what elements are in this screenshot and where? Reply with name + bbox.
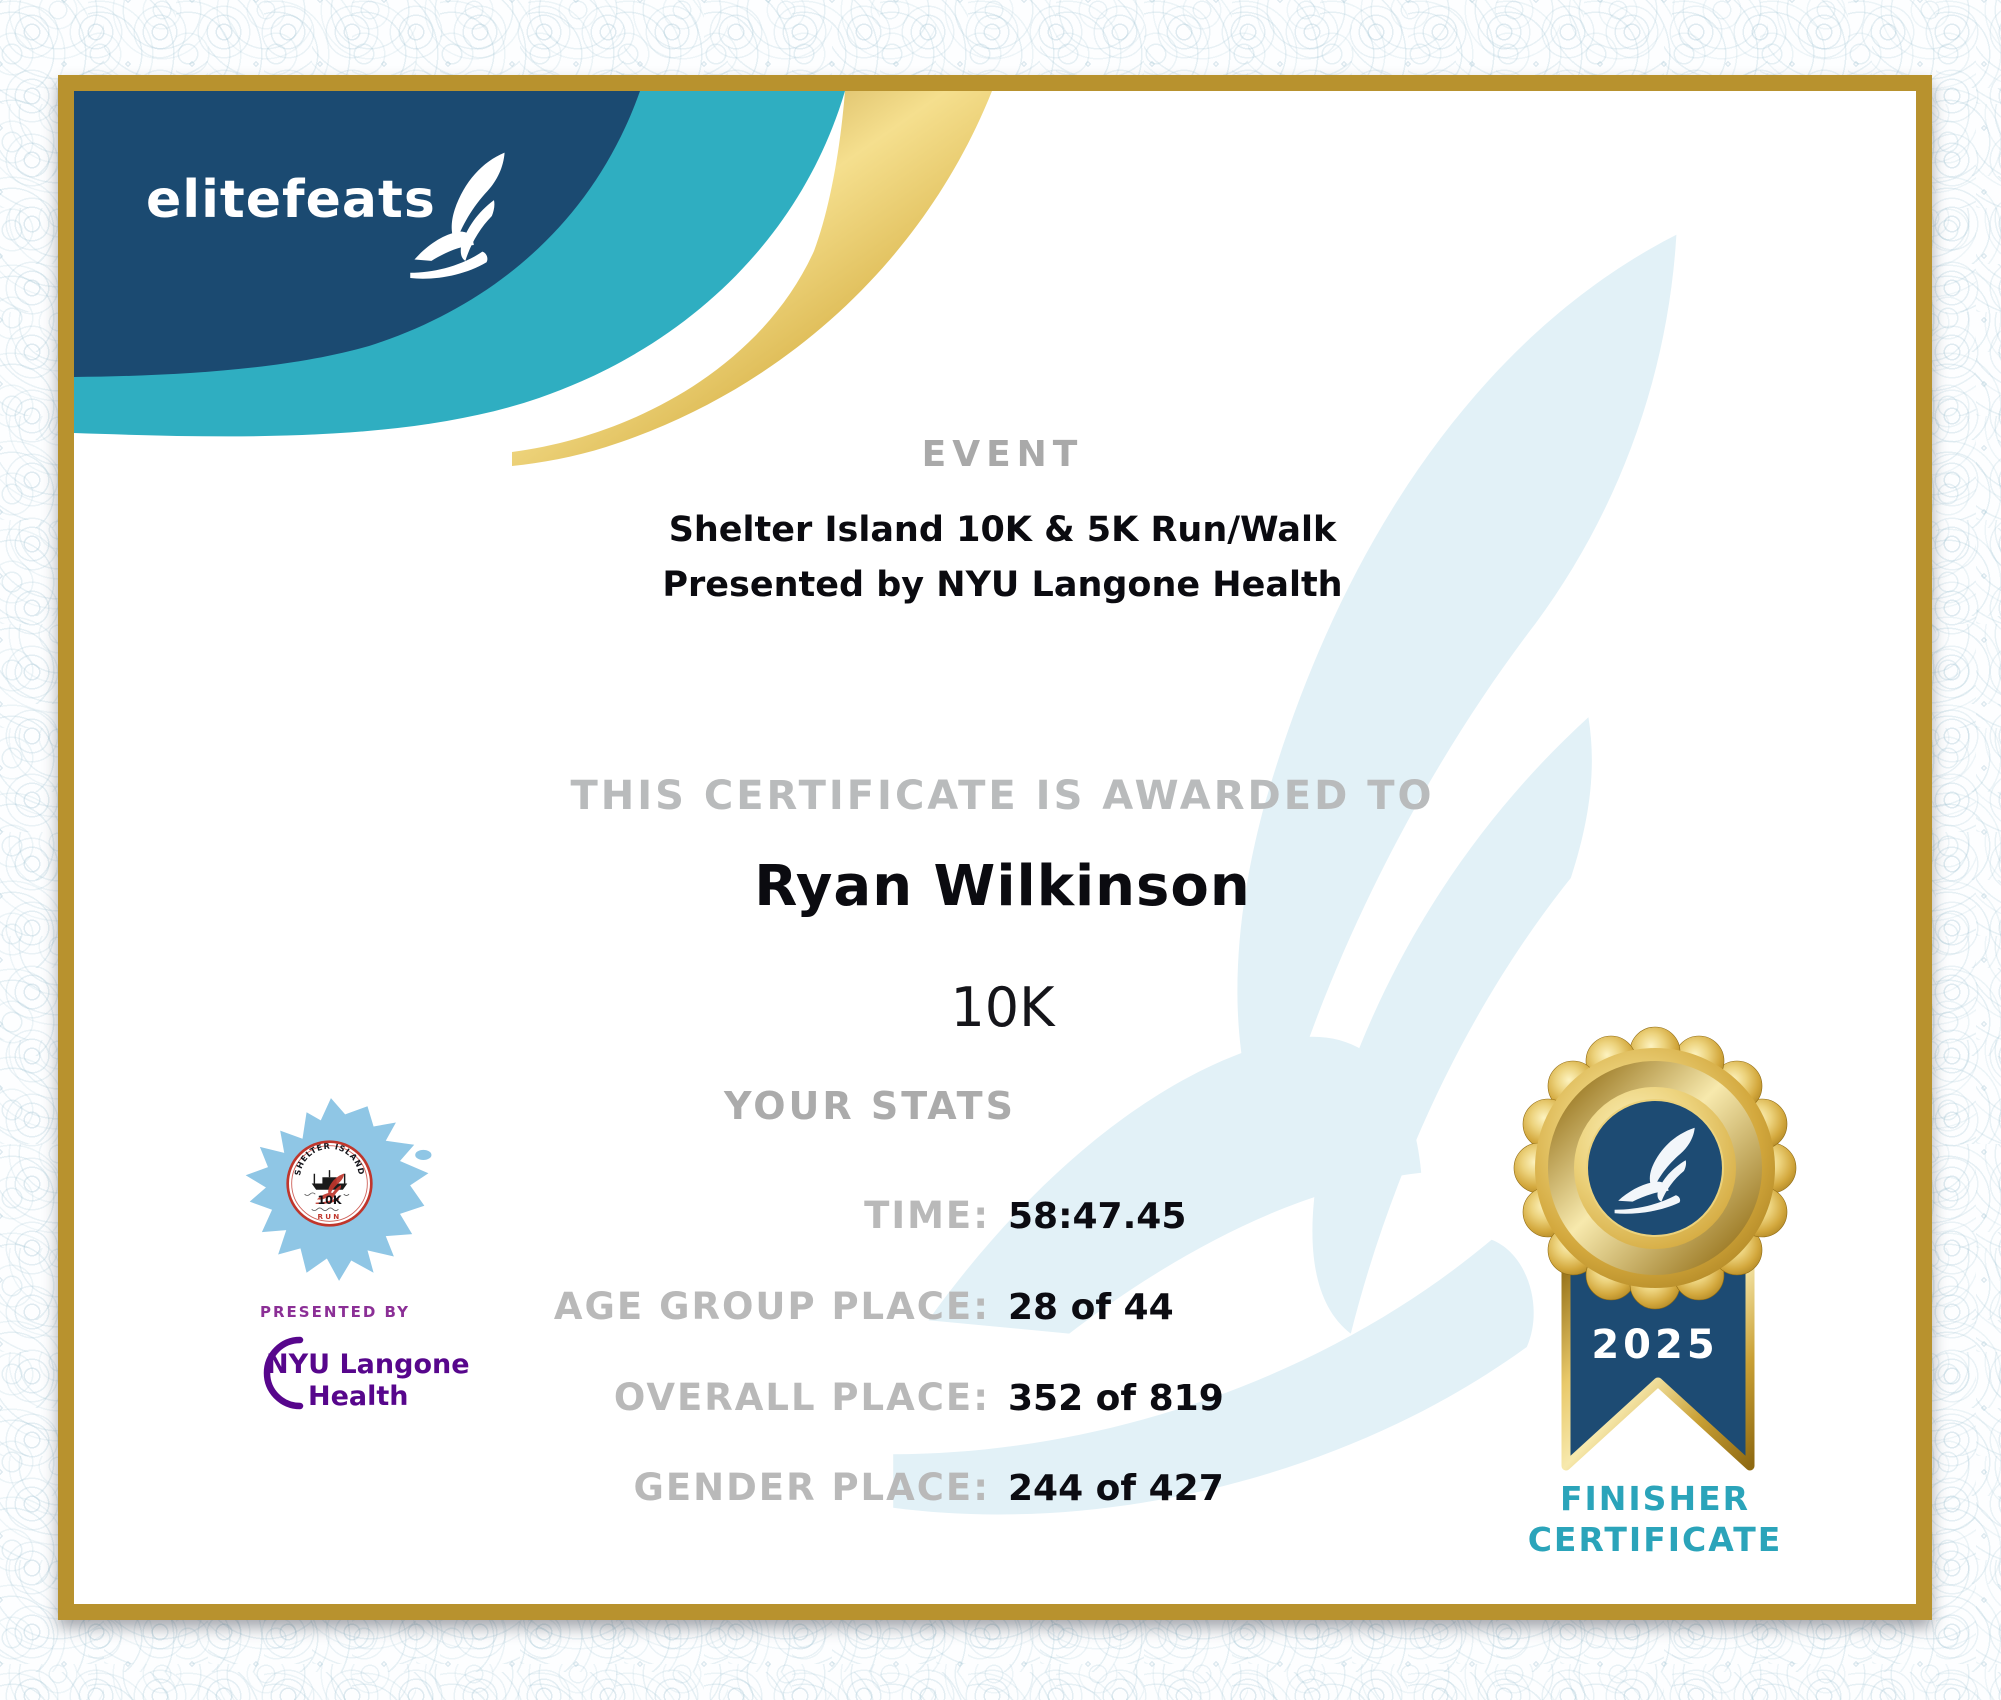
stat-value: 244 of 427 [1008, 1468, 1224, 1509]
finisher-label-line1: FINISHER [1559, 1479, 1751, 1518]
brand-winged-foot-icon [406, 150, 512, 282]
stat-value: 28 of 44 [1008, 1287, 1174, 1328]
event-title-line1: Shelter Island 10K & 5K Run/Walk [668, 510, 1337, 550]
badge-arc-text: SHELTER ISLAND [293, 1141, 366, 1177]
badge-distance-text: 10K [317, 1193, 342, 1207]
stat-row-gender-place [430, 1466, 1530, 1509]
badge-run-text: RUN [317, 1212, 342, 1222]
recipient-name: Ryan Wilkinson [754, 854, 1251, 919]
stat-label: GENDER PLACE : [430, 1466, 990, 1509]
finisher-label-line2: CERTIFICATE [1527, 1520, 1783, 1559]
shelter-island-run-badge [285, 1139, 374, 1228]
nyu-logo-line1: NYU Langone [266, 1349, 470, 1380]
nyu-logo-line2: Health [308, 1381, 409, 1412]
presented-by-label: PRESENTED BY [259, 1303, 411, 1321]
stat-row-overall-place [430, 1376, 1530, 1419]
medal-rosette [1513, 1026, 1797, 1310]
stat-value: 58:47.45 [1008, 1196, 1187, 1237]
brand-logo-text: elitefeats [146, 170, 436, 230]
stat-value: 352 of 819 [1008, 1378, 1224, 1419]
event-title-line2: Presented by NYU Langone Health [662, 565, 1343, 605]
nyu-langone-health-logo [244, 1335, 494, 1421]
award-heading: THIS CERTIFICATE IS AWARDED TO [570, 773, 1435, 819]
stat-row-age-group-place [430, 1285, 1530, 1328]
race-division: 10K [950, 976, 1055, 1039]
stat-label: AGE GROUP PLACE : [430, 1285, 990, 1328]
stat-label: OVERALL PLACE : [430, 1376, 990, 1419]
event-heading: EVENT [921, 434, 1084, 475]
stat-row-time [430, 1194, 1530, 1237]
stats-heading: YOUR STATS [724, 1084, 1016, 1128]
medal-year: 2025 [1591, 1322, 1719, 1368]
stat-label: TIME : [430, 1194, 990, 1237]
